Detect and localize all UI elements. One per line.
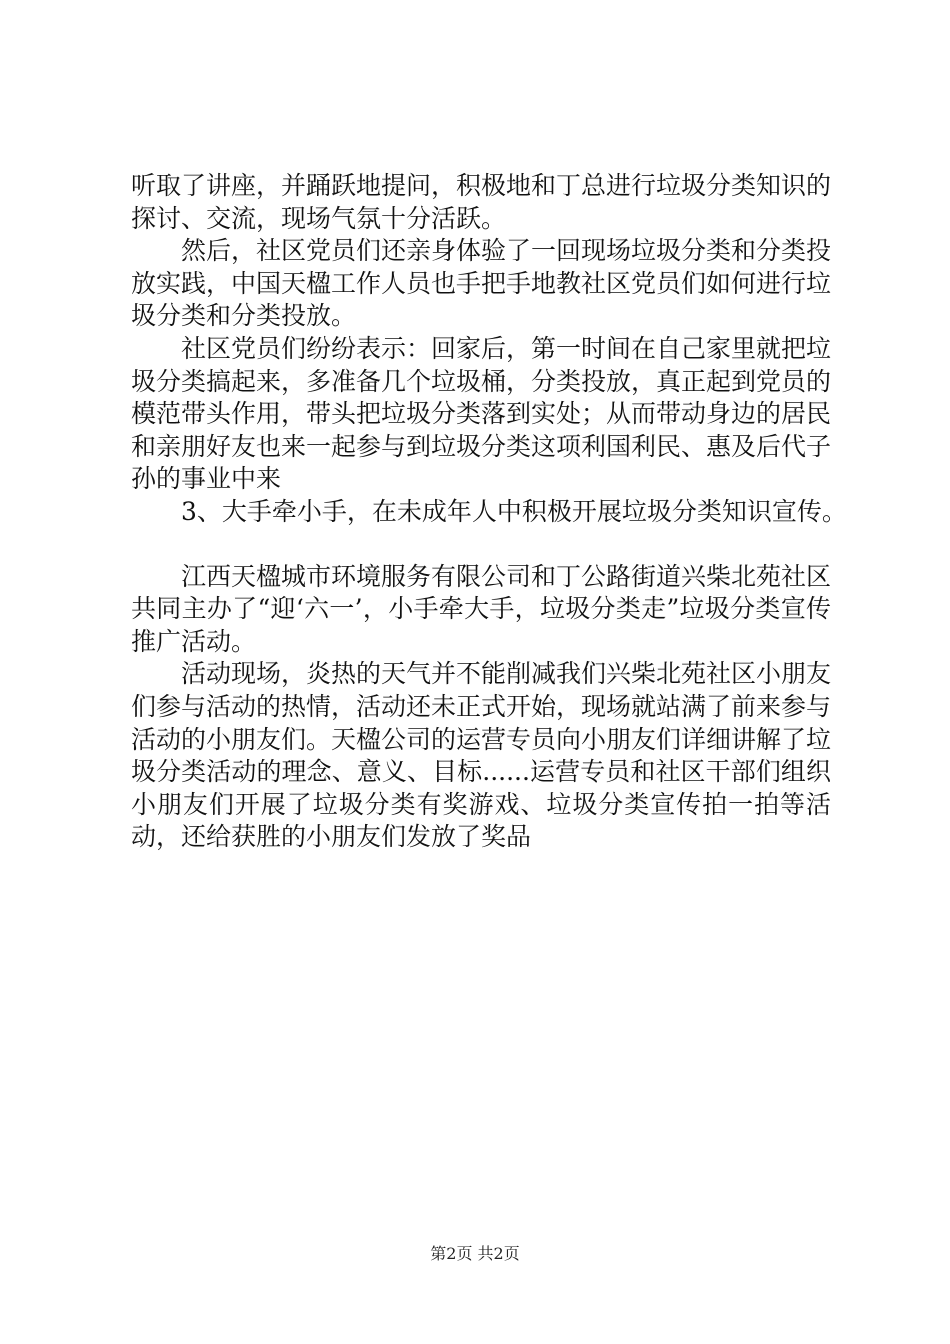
paragraph-3: 社区党员们纷纷表示：回家后，第一时间在自己家里就把垃圾分类搞起来，多准备几个垃圾桶，分类投放，真正起到党员的模范带头作用，带头把垃圾分类落到实处；从而带动身边的居民和亲朋好友也来一起参与到垃圾分类这项利国利民、惠及后代子孙的事业中来: [131, 333, 832, 494]
paragraph-5: 活动现场，炎热的天气并不能削减我们兴柴北苑社区小朋友们参与活动的热情，活动还未正式开始，现场就站满了前来参与活动的小朋友们。天楹公司的运营专员向小朋友们详细讲解了垃圾分类活动的理念、意义、目标......运营专员和社区干部们组织小朋友们开展了垃圾分类有奖游戏、垃圾分类宣传拍一拍等活动，还给获胜的小朋友们发放了奖品: [131, 659, 832, 852]
paragraph-gap: [131, 529, 831, 561]
paragraph-4: 江西天楹城市环境服务有限公司和丁公路街道兴柴北苑社区共同主办了“迎‘六一’，小手牵大手，垃圾分类走”垃圾分类宣传推广活动。: [131, 561, 832, 656]
paragraph-2: 然后，社区党员们还亲身体验了一回现场垃圾分类和分类投放实践，中国天楹工作人员也手把手地教社区党员们如何进行垃圾分类和分类投放。: [131, 236, 832, 331]
paragraph-1: 听取了讲座，并踊跃地提问，积极地和丁总进行垃圾分类知识的探讨、交流，现场气氛十分活跃。: [131, 171, 832, 233]
page-number-footer: 第2页 共2页: [430, 1244, 520, 1263]
section-heading: 3、大手牵小手，在未成年人中积极开展垃圾分类知识宣传。: [181, 496, 847, 526]
document-body: [131, 170, 847, 854]
